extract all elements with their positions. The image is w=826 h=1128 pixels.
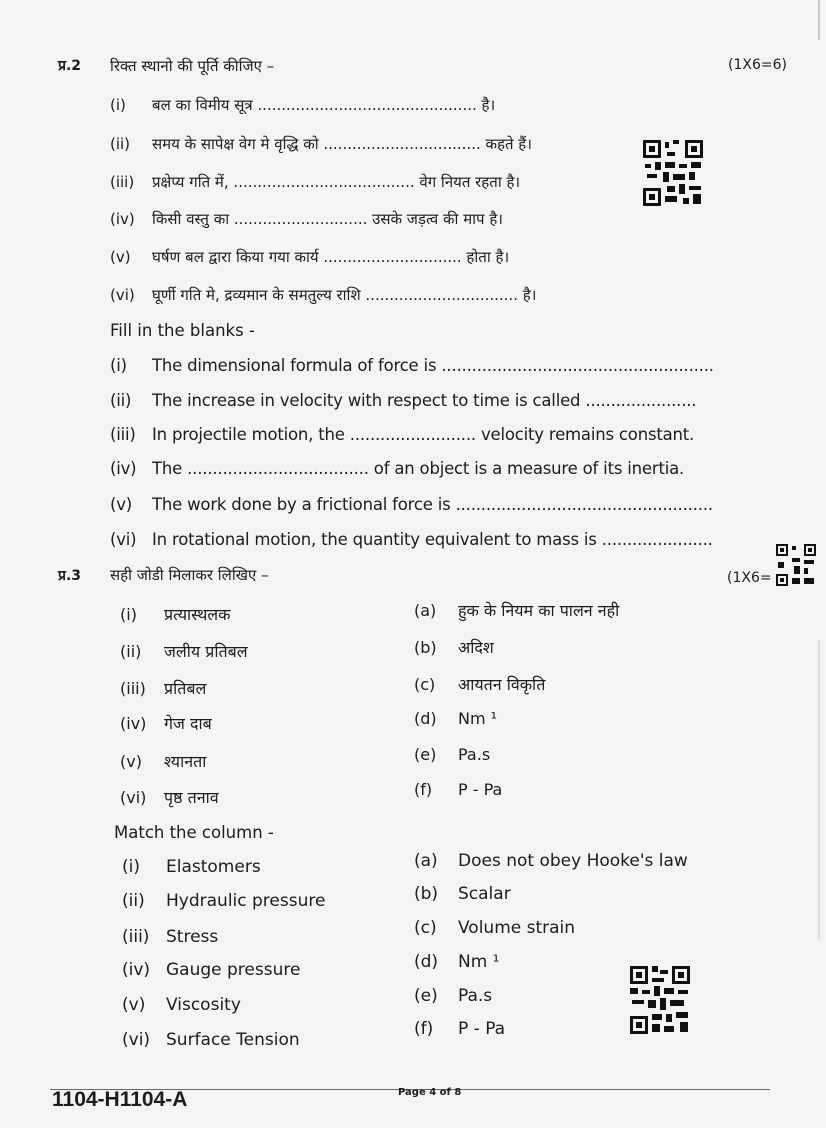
page-number: Page 4 of 8: [398, 1087, 462, 1098]
question-3-number: प्र.3: [58, 568, 82, 584]
english-blank-item: (iv) The .................................... of an object is a measure of its inertia.: [110, 459, 685, 478]
hindi-blank-item: (v) घर्षण बल द्वारा किया गया कार्य ............................. होता है।: [110, 248, 510, 266]
match-right-hindi-item: (f) P - Pa: [414, 780, 503, 799]
match-left-english-item: (ii) Hydraulic pressure: [122, 891, 326, 911]
match-right-english-item: (e) Pa.s: [414, 986, 493, 1006]
english-blank-item: (vi) In rotational motion, the quantity equivalent to mass is ......................: [110, 530, 713, 549]
match-left-english-item: (i) Elastomers: [122, 857, 261, 877]
match-left-english-item: (v) Viscosity: [122, 995, 241, 1015]
match-right-english-item: (d) Nm ¹: [414, 952, 500, 972]
match-left-hindi-item: (i) प्रत्यास्थलक: [120, 605, 231, 624]
match-right-english-item: (f) P - Pa: [414, 1019, 506, 1039]
match-left-hindi-item: (v) श्यानता: [120, 752, 207, 771]
match-right-english-item: (a) Does not obey Hooke's law: [414, 851, 688, 871]
match-left-hindi-item: (vi) पृष्ठ तनाव: [120, 788, 219, 807]
match-left-hindi-item: (ii) जलीय प्रतिबल: [120, 642, 248, 661]
question-3-marks: (1X6=: [727, 570, 772, 586]
hindi-blank-item: (i) बल का विमीय सूत्र .............................................. है।: [110, 96, 496, 114]
question-2-number: प्र.2: [58, 58, 82, 74]
scan-edge-mark: [818, 0, 820, 40]
match-left-english-item: (vi) Surface Tension: [122, 1030, 300, 1050]
match-right-hindi-item: (a) हुक के नियम का पालन नही: [414, 601, 620, 620]
hindi-blank-item: (ii) समय के सापेक्ष वेग मे वृद्धि को ................................. कहते हैं।: [110, 135, 532, 153]
hindi-blank-item: (iv) किसी वस्तु का ............................ उसके जड़त्व की माप है।: [110, 210, 503, 228]
match-right-english-item: (c) Volume strain: [414, 918, 576, 938]
match-left-english-item: (iii) Stress: [122, 927, 219, 947]
question-2-title: रिक्त स्थानो की पूर्ति कीजिए –: [110, 57, 275, 75]
match-left-hindi-item: (iii) प्रतिबल: [120, 679, 207, 698]
english-blank-item: (ii) The increase in velocity with respect to time is called ......................: [110, 391, 697, 410]
question-3-title: सही जोडी मिलाकर लिखिए –: [110, 566, 269, 584]
hindi-blank-item: (vi) घूर्णी गति मे, द्रव्यमान के समतुल्य राशि ................................ है।: [110, 286, 537, 304]
fill-blanks-heading: Fill in the blanks -: [110, 321, 255, 340]
match-right-english-item: (b) Scalar: [414, 884, 511, 904]
english-blank-item: (v) The work done by a frictional force is ...................................................: [110, 495, 713, 514]
match-right-hindi-item: (d) Nm ¹: [414, 709, 498, 728]
match-right-hindi-item: (e) Pa.s: [414, 745, 491, 764]
hindi-blank-item: (iii) प्रक्षेप्य गति में, ...................................... वेग नियत रहता है।: [110, 173, 521, 191]
english-blank-item: (i) The dimensional formula of force is ......................................................: [110, 356, 714, 375]
match-column-heading: Match the column -: [114, 823, 274, 842]
qr-code-icon: [643, 140, 703, 206]
match-right-hindi-item: (c) आयतन विकृति: [414, 675, 546, 694]
question-2-marks: (1X6=6): [728, 57, 787, 73]
paper-code: 1104-H1104-A: [52, 1088, 188, 1111]
scan-edge-mark: [818, 640, 820, 940]
match-left-hindi-item: (iv) गेज दाब: [120, 714, 212, 733]
qr-code-icon: [776, 544, 816, 586]
match-right-hindi-item: (b) अदिश: [414, 638, 494, 657]
qr-code-icon: [630, 966, 690, 1034]
match-left-english-item: (iv) Gauge pressure: [122, 960, 301, 980]
english-blank-item: (iii) In projectile motion, the ......................... velocity remains constant.: [110, 425, 695, 444]
